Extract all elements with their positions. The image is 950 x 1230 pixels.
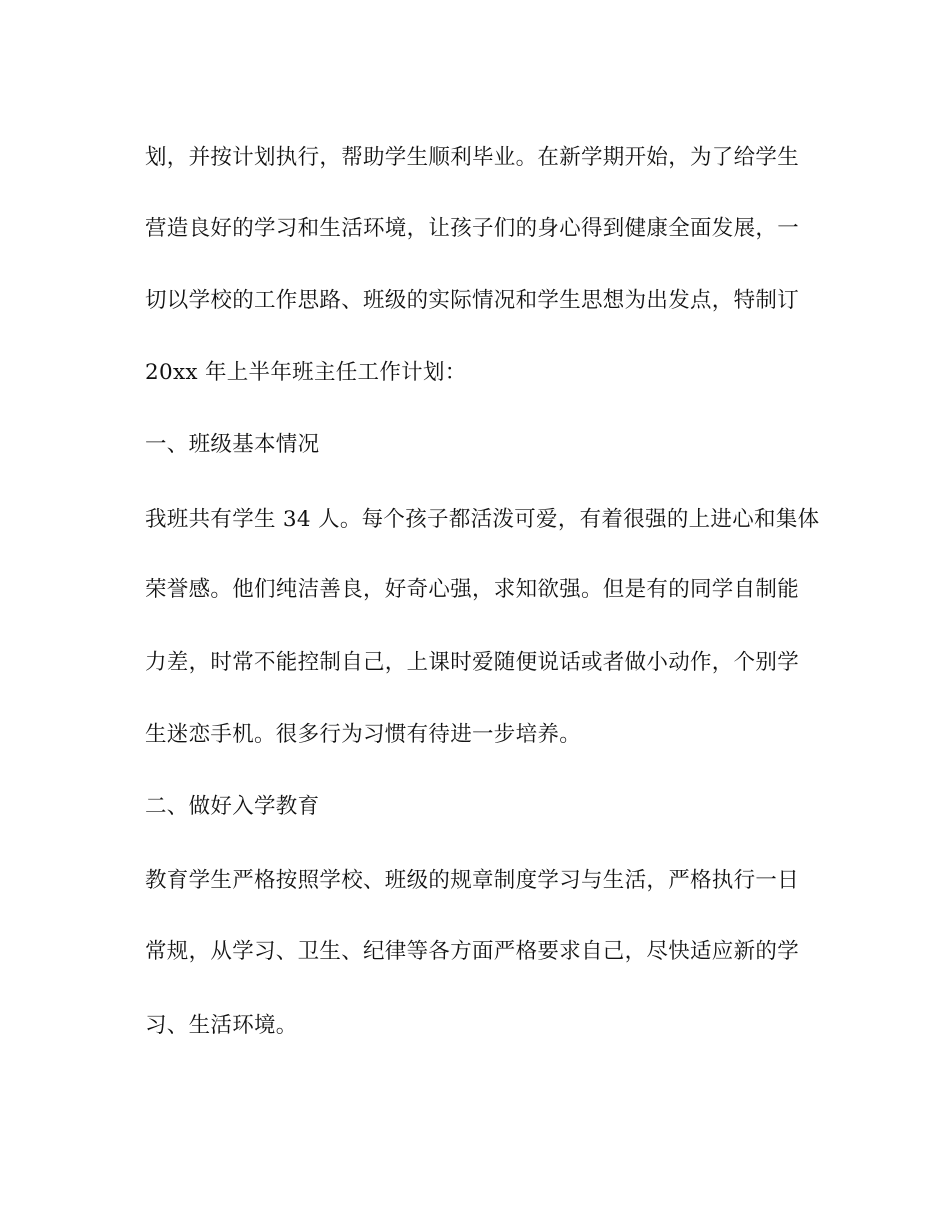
paragraph-class-line-1: 我班共有学生 34 人。每个孩子都活泼可爱，有着很强的上进心和集体 bbox=[145, 507, 820, 532]
paragraph-intro-line-4: 20xx 年上半年班主任工作计划： bbox=[145, 360, 467, 385]
paragraph-education-line-2: 常规，从学习、卫生、纪律等各方面严格要求自己，尽快适应新的学 bbox=[145, 939, 800, 964]
paragraph-intro-line-2: 营造良好的学习和生活环境，让孩子们的身心得到健康全面发展，一 bbox=[145, 216, 800, 241]
paragraph-class-line-3: 力差，时常不能控制自己，上课时爱随便说话或者做小动作，个别学 bbox=[145, 650, 800, 675]
paragraph-class-line-2: 荣誉感。他们纯洁善良，好奇心强，求知欲强。但是有的同学自制能 bbox=[145, 577, 800, 602]
paragraph-education-line-3: 习、生活环境。 bbox=[145, 1013, 298, 1038]
section-heading-class-situation: 一、班级基本情况 bbox=[145, 432, 320, 457]
paragraph-intro-line-1: 划，并按计划执行，帮助学生顺利毕业。在新学期开始，为了给学生 bbox=[145, 145, 800, 170]
paragraph-education-line-1: 教育学生严格按照学校、班级的规章制度学习与生活，严格执行一日 bbox=[145, 868, 800, 893]
paragraph-intro-line-3: 切以学校的工作思路、班级的实际情况和学生思想为出发点，特制订 bbox=[145, 288, 800, 313]
paragraph-class-line-4: 生迷恋手机。很多行为习惯有待进一步培养。 bbox=[145, 722, 582, 747]
section-heading-enrollment-education: 二、做好入学教育 bbox=[145, 794, 320, 819]
